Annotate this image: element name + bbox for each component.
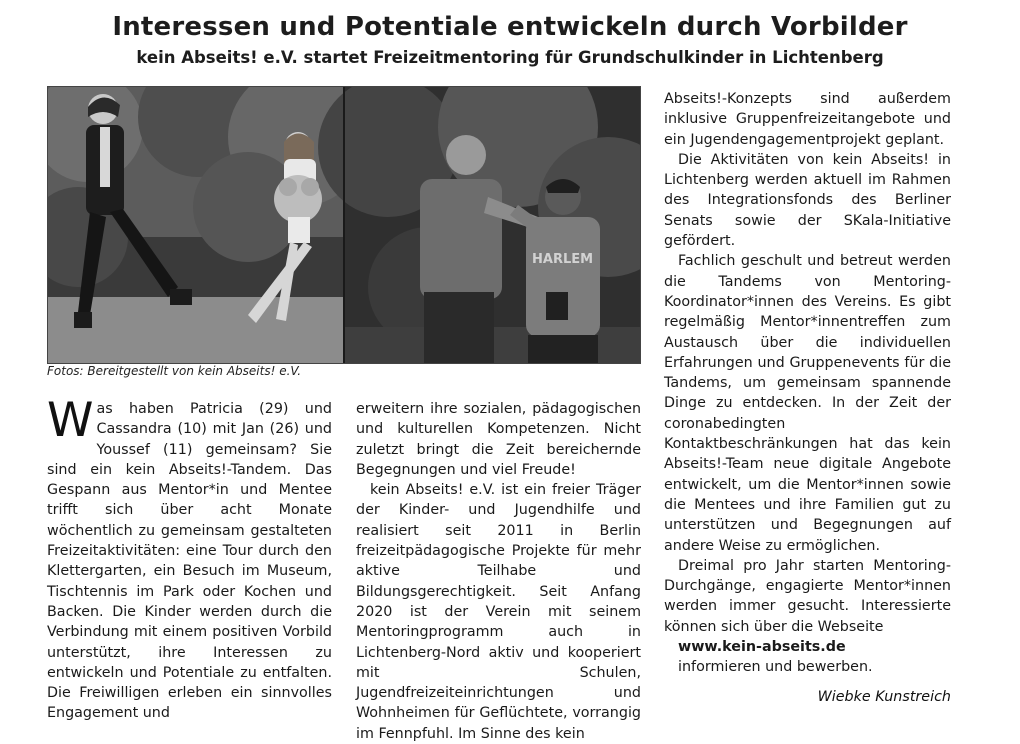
column-1 bbox=[47, 393, 332, 724]
article-photo bbox=[47, 86, 641, 364]
dropcap: W bbox=[47, 393, 94, 448]
article-subtitle: kein Abseits! e.V. startet Freizeitmentoring für Grundschulkinder in Lichtenberg bbox=[136, 48, 884, 67]
paragraph-competences: erweitern ihre sozialen, pädagogischen und kulturellen Kompetenzen. Nicht zuletzt bringt die Zeit bereichernde Begegnungen und viel Freude! bbox=[356, 401, 641, 478]
paragraph-organisation: kein Abseits! e.V. ist ein freier Träger der Kinder- und Jugendhilfe und realisiert seit 2011 in Berlin freizeitpädagogische Projekte für mehr aktive Teilhabe und Bildungsgerechtigkeit. Seit Anfang 2020 ist der Verein mit seinem Mentoringprogramm auch in Lichtenberg-Nord aktiv und kooperiert mit Schulen, Jugendfreizeiteinrichtungen und Wohnheimen für Geflüchtete, vorrangig im Fennpfuhl. Im Sinne des kein bbox=[356, 482, 641, 742]
article-title: Interessen und Potentiale entwickeln durch Vorbilder bbox=[112, 12, 908, 42]
paragraph-intro: as haben Patricia (29) und Cassandra (10) mit Jan (26) und Youssef (11) gemeinsam? Sie sind ein kein Abseits!-Tandem. Das Gespann aus Mentor*in und Mentee trifft sich über acht Monate wöchentlich zu gemeinsam gestalteten Freizeitaktivitäten: eine Tour durch den Klettergarten, ein Besuch im Museum, Tischtennis im Park oder Kochen und Backen. Die Kinder werden durch die Verbindung mit einem positiven Vorbild unterstützt, ihre Interessen zu entwickeln und Potentiale zu entfalten. Die Freiwilligen erleben ein sinnvolles Engagement und bbox=[47, 401, 332, 722]
shirt-text: HARLEM bbox=[532, 252, 594, 267]
paragraph-support: Fachlich geschult und betreut werden die Tandems von Mentoring-Koordinator*innen des Vereins. Es gibt regelmäßig Mentor*innentreffen zum Austausch über die individuellen Erfahrungen und Gruppenevents für die Tandems, um gemeinsam spannende Dinge zu entdecken. In der Zeit der coronabedingten Kontaktbeschränkungen hat das kein Abseits!-Team neue digitale Angebote entwickelt, um die Mentor*innen sowie die Mentees und ihre Familien gut zu unterstützen und Begegnungen auf andere Weise zu ermöglichen. bbox=[664, 253, 951, 554]
paragraph-concept: Abseits!-Konzepts sind außerdem inklusive Gruppenfreizeitangebote und ein Jugendengagementprojekt geplant. bbox=[664, 91, 951, 148]
website-link[interactable]: www.kein-abseits.de bbox=[678, 639, 846, 656]
closing-text: informieren und bewerben. bbox=[678, 659, 873, 676]
column-2 bbox=[356, 399, 641, 744]
paragraph-call-to-action: Dreimal pro Jahr starten Mentoring-Durchgänge, engagierte Mentor*innen werden immer gesucht. Interessierte können sich über die Webseite bbox=[664, 557, 951, 635]
photo-caption: Fotos: Bereitgestellt von kein Abseits! e.V. bbox=[47, 364, 302, 378]
author-name: Wiebke Kunstreich bbox=[817, 689, 951, 705]
paragraph-funding: Die Aktivitäten von kein Abseits! in Lichtenberg werden aktuell im Rahmen des Integrationsfonds des Berliner Senats sowie der SKala-Initiative gefördert. bbox=[664, 151, 951, 250]
column-3 bbox=[664, 89, 951, 678]
